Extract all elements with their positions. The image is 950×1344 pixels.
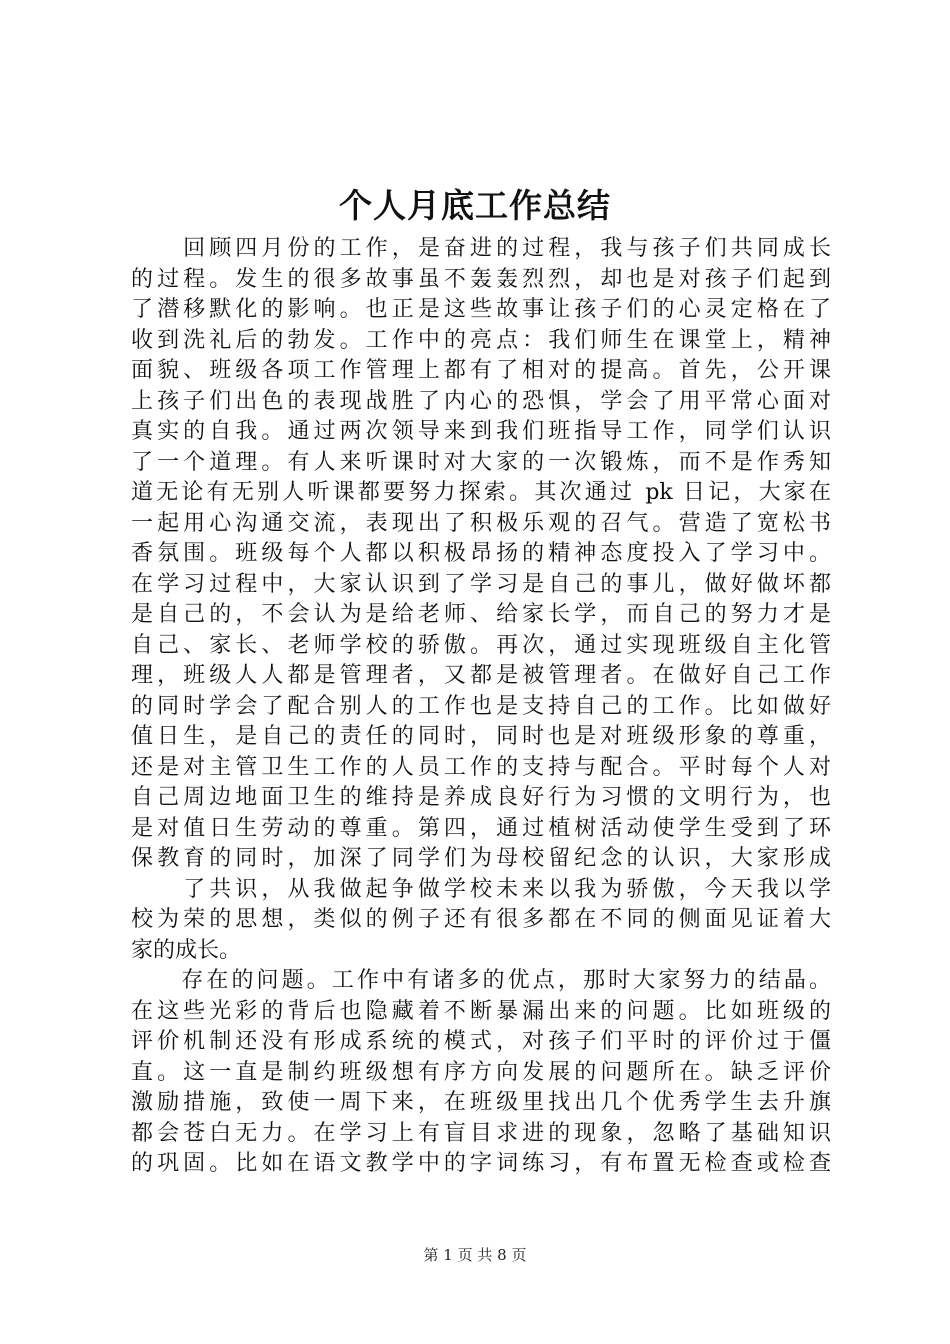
text-line: 自己周边地面卫生的维持是养成良好行为习惯的文明行为，也 <box>131 785 831 810</box>
text-line: 都会苍白无力。在学习上有盲目求进的现象，忽略了基础知识 <box>131 1120 831 1146</box>
document-body <box>131 234 831 1180</box>
text-line: 是对值日生劳动的尊重。第四，通过植树活动使学生受到了环 <box>131 815 831 841</box>
text-line: 还是对主管卫生工作的人员工作的支持与配合。平时每个人对 <box>131 754 831 780</box>
text-line: 的巩固。比如在语文教学中的字词练习，有布置无检查或检查 <box>131 1151 831 1176</box>
document-title: 个人月底工作总结 <box>339 186 611 225</box>
text-line: 收到洗礼后的勃发。工作中的亮点：我们师生在课堂上，精神 <box>131 327 831 353</box>
page-footer: 第 1 页 共 8 页 <box>423 1246 527 1264</box>
text-line: 的同时学会了配合别人的工作也是支持自己的工作。比如做好 <box>131 693 831 719</box>
text-line: 直。这一直是制约班级想有序方向发展的问题所在。缺乏评价 <box>131 1059 831 1085</box>
text-line: 理，班级人人都是管理者，又都是被管理者。在做好自己工作 <box>131 663 831 688</box>
text-line: 保教育的同时，加深了同学们为母校留纪念的认识，大家形成 <box>131 846 831 871</box>
text-line: 存在的问题。工作中有诸多的优点，那时大家努力的结晶。 <box>131 968 831 993</box>
text-line: 真实的自我。通过两次领导来到我们班指导工作，同学们认识 <box>131 419 831 444</box>
text-line: 回顾四月份的工作，是奋进的过程，我与孩子们共同成长 <box>131 236 831 261</box>
text-line: 激励措施，致使一周下来，在班级里找出几个优秀学生去升旗 <box>131 1090 831 1115</box>
text-line: 道无论有无别人听课都要努力探索。其次通过 pk 日记，大家在 <box>131 480 831 505</box>
text-line: 在学习过程中，大家认识到了学习是自己的事儿，做好做坏都 <box>131 571 831 597</box>
text-line: 的过程。发生的很多故事虽不轰轰烈烈，却也是对孩子们起到 <box>131 266 831 292</box>
text-line: 上孩子们出色的表现战胜了内心的恐惧，学会了用平常心面对 <box>131 388 831 414</box>
text-line: 校为荣的思想，类似的例子还有很多都在不同的侧面见证着大 <box>131 907 831 932</box>
text-line: 了潜移默化的影响。也正是这些故事让孩子们的心灵定格在了 <box>131 297 831 322</box>
text-line: 值日生，是自己的责任的同时，同时也是对班级形象的尊重， <box>131 724 831 749</box>
text-line: 评价机制还没有形成系统的模式，对孩子们平时的评价过于僵 <box>131 1029 831 1054</box>
text-line: 自己、家长、老师学校的骄傲。再次，通过实现班级自主化管 <box>131 632 831 658</box>
text-line: 家的成长。 <box>131 937 242 963</box>
text-line: 是自己的，不会认为是给老师、给家长学，而自己的努力才是 <box>131 602 831 627</box>
text-line: 在这些光彩的背后也隐藏着不断暴漏出来的问题。比如班级的 <box>131 998 831 1024</box>
text-line: 了共识，从我做起争做学校未来以我为骄傲，今天我以学 <box>131 876 831 902</box>
text-line: 一起用心沟通交流，表现出了积极乐观的召气。营造了宽松书 <box>131 510 831 536</box>
text-line: 面貌、班级各项工作管理上都有了相对的提高。首先，公开课 <box>131 358 831 383</box>
text-line: 香氛围。班级每个人都以积极昂扬的精神态度投入了学习中。 <box>131 541 831 566</box>
text-line: 了一个道理。有人来听课时对大家的一次锻炼，而不是作秀知 <box>131 449 831 475</box>
